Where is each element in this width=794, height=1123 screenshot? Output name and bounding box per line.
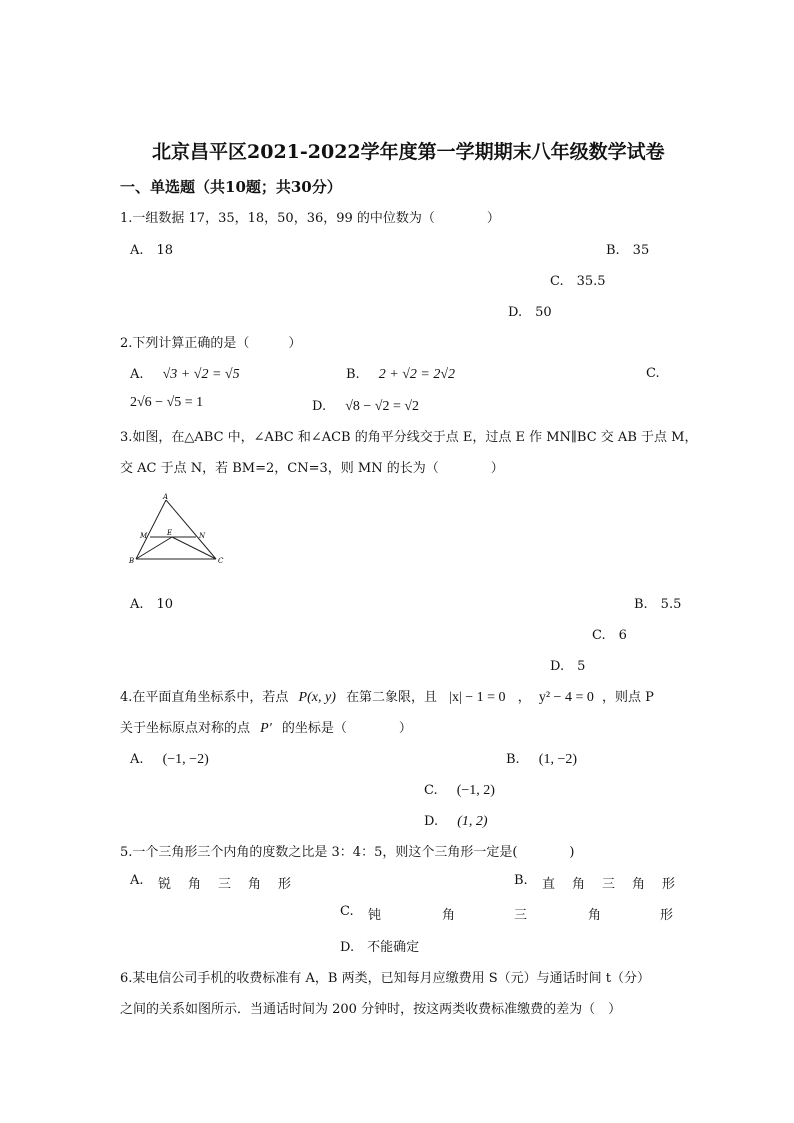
q2-stem: 2.下列计算正确的是（ ） — [120, 336, 302, 351]
q5-option-c-char: 角 — [442, 908, 456, 923]
q3-stem-line1: 3.如图，在△ABC 中，∠ABC 和∠ACB 的角平分线交于点 E，过点 E 作 MN∥BC 交 AB 于点 M， — [120, 430, 698, 445]
q3-stem-line2: 交 AC 于点 N，若 BM=2，CN=3，则 MN 的长为（ ） — [120, 461, 504, 476]
q1-option-a[interactable]: A. 18 — [130, 243, 174, 258]
label-e: E — [167, 529, 173, 537]
page-title: 北京昌平区2021-2022学年度第一学期期末八年级数学试卷 — [152, 141, 665, 163]
q5-option-a-char: 角 — [248, 877, 262, 892]
q1-stem: 1.一组数据 17，35，18，50，36，99 的中位数为（ ） — [120, 211, 500, 226]
q4-option-c-expr: (−1, 2) — [456, 783, 495, 798]
q5-option-d[interactable]: D. 不能确定 — [340, 940, 420, 955]
q5-option-b-char: 三 — [602, 877, 616, 892]
q6-stem-line2: 之间的关系如图所示．当通话时间为 200 分钟时，按这两类收费标准缴费的差为（ ） — [120, 1002, 622, 1017]
q2-option-d-expr: √8 − √2 = √2 — [345, 399, 420, 414]
q4-option-b[interactable] — [506, 748, 577, 768]
q4-equation-2: y² − 4 = 0 — [538, 690, 594, 705]
side-ac — [166, 500, 216, 559]
q5-option-c-char: 形 — [660, 908, 674, 923]
q2-option-d[interactable] — [312, 395, 419, 415]
q5-option-a-char: 三 — [218, 877, 232, 892]
q6-stem-line1: 6.某电信公司手机的收费标准有 A，B 两类，已知每月应缴费用 S（元）与通话时间 t（分） — [120, 971, 651, 986]
q2-option-b-label: B. — [346, 367, 360, 382]
q2-option-b[interactable] — [346, 363, 455, 383]
q5-option-c-char: 三 — [514, 908, 528, 923]
q2-option-c-label[interactable]: C. — [646, 366, 660, 381]
q4-option-c[interactable] — [424, 779, 495, 799]
label-b: B — [129, 557, 135, 565]
q4-stem-line2 — [120, 717, 412, 737]
q5-option-b-char: 直 — [542, 877, 556, 892]
q4-stem-comma: ， — [517, 690, 531, 705]
q4-option-d-label: D. — [424, 814, 439, 829]
q4-option-a[interactable] — [130, 748, 209, 768]
q2-option-b-expr: 2 + √2 = 2√2 — [378, 367, 456, 382]
q4-option-c-label: C. — [424, 783, 438, 798]
q4-point-p-prime: P′ — [260, 721, 272, 736]
q5-option-a-label: A. — [130, 873, 144, 888]
label-a: A — [163, 493, 169, 501]
q4-option-b-label: B. — [506, 752, 520, 767]
section-heading: 一、单选题（共10题；共30分） — [120, 178, 342, 196]
q5-option-c-label: C. — [340, 904, 354, 919]
q5-option-b-char: 角 — [632, 877, 646, 892]
q2-option-a[interactable] — [130, 363, 240, 383]
q4-stem-part1: 4.在平面直角坐标系中，若点 — [120, 690, 289, 705]
q5-option-b-char: 角 — [572, 877, 586, 892]
triangle-figure — [126, 490, 232, 570]
q2-option-c-expr[interactable]: 2√6 − √5 = 1 — [130, 395, 204, 410]
q2-option-a-label: A. — [130, 367, 144, 382]
q4-option-d[interactable] — [424, 810, 488, 830]
q4-stem-line1 — [120, 686, 654, 706]
q2-option-d-label: D. — [312, 399, 327, 414]
q4-option-a-expr: (−1, −2) — [162, 752, 209, 767]
q4-stem-part4: 关于坐标原点对称的点 — [120, 721, 251, 736]
q5-option-b-label: B. — [514, 873, 528, 888]
q1-option-d[interactable]: D. 50 — [508, 305, 552, 320]
q5-option-b-char: 形 — [662, 877, 676, 892]
q5-option-a-char: 形 — [278, 877, 292, 892]
q3-option-a[interactable]: A. 10 — [130, 597, 174, 612]
q4-option-a-label: A. — [130, 752, 144, 767]
q4-stem-part2: 在第二象限，且 — [346, 690, 438, 705]
label-c: C — [218, 557, 224, 565]
q5-stem: 5.一个三角形三个内角的度数之比是 3：4：5，则这个三角形一定是( ) — [120, 845, 575, 860]
q2-option-a-expr: √3 + √2 = √5 — [162, 367, 240, 382]
q4-option-d-expr: (1, 2) — [457, 814, 488, 829]
q1-option-b[interactable]: B. 35 — [606, 243, 650, 258]
label-n: N — [199, 532, 206, 540]
q4-equation-1: |x| − 1 = 0 — [449, 690, 506, 705]
label-m: M — [140, 532, 148, 540]
q1-option-c[interactable]: C. 35.5 — [550, 274, 606, 289]
q4-stem-part3: ，则点 P — [602, 690, 654, 705]
q3-option-b[interactable]: B. 5.5 — [634, 597, 682, 612]
q4-stem-part5: 的坐标是（ ） — [281, 721, 412, 736]
q5-option-a-char: 锐 — [158, 877, 172, 892]
q3-option-d[interactable]: D. 5 — [550, 659, 586, 674]
q3-option-c[interactable]: C. 6 — [592, 628, 627, 643]
q5-option-c-char: 角 — [588, 908, 602, 923]
q5-option-c-char: 钝 — [368, 908, 382, 923]
q5-option-a-char: 角 — [188, 877, 202, 892]
q4-point-p: P(x, y) — [298, 690, 336, 705]
bisector-ce — [172, 537, 216, 559]
q4-option-b-expr: (1, −2) — [538, 752, 578, 767]
